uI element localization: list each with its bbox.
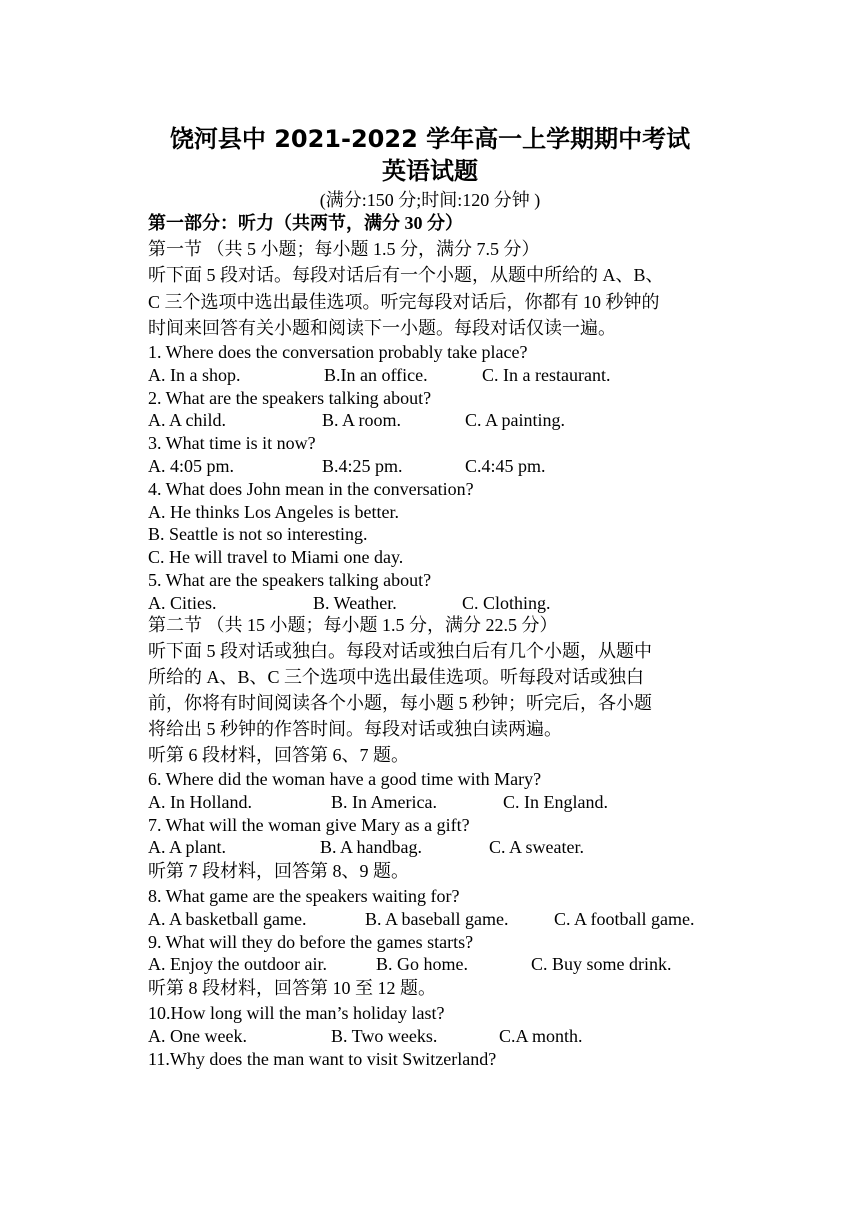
section2-heading: 第二节 （共 15 小题；每小题 1.5 分，满分 22.5 分） [148, 615, 558, 635]
option-b: B. A baseball game. [365, 909, 509, 929]
section2-instruction: 前，你将有时间阅读各个小题，每小题 5 秒钟；听完后，各小题 [148, 693, 652, 713]
option-b: B. A handbag. [320, 837, 422, 857]
question-7: 7. What will the woman give Mary as a gift? [148, 815, 470, 835]
part1-heading: 第一部分：听力（共两节，满分 30 分） [148, 213, 463, 233]
option-c: C. In a restaurant. [482, 365, 611, 385]
option-a: A. In a shop. [148, 365, 241, 385]
section1-instruction: 时间来回答有关小题和阅读下一小题。每段对话仅读一遍。 [148, 318, 616, 338]
option-b: B. A room. [322, 410, 402, 430]
exam-info: (满分:150 分;时间:120 分钟 ) [319, 190, 541, 210]
option-b: B. Two weeks. [331, 1026, 438, 1046]
question-1: 1. Where does the conversation probably take place? [148, 342, 528, 362]
question-3: 3. What time is it now? [148, 433, 316, 453]
option-a: A. A child. [148, 410, 227, 430]
material-7-heading: 听第 7 段材料，回答第 8、9 题。 [148, 861, 409, 881]
material-6-heading: 听第 6 段材料，回答第 6、7 题。 [148, 745, 409, 765]
section1-instruction: 听下面 5 段对话。每段对话后有一个小题，从题中所给的 A、B、 [148, 265, 664, 285]
option-a: A. Cities. [148, 593, 217, 613]
option-c: C. In England. [503, 792, 608, 812]
option-c: C. A sweater. [489, 837, 584, 857]
material-8-heading: 听第 8 段材料，回答第 10 至 12 题。 [148, 978, 436, 998]
option-a: A. Enjoy the outdoor air. [148, 954, 327, 974]
question-2: 2. What are the speakers talking about? [148, 388, 432, 408]
option-c: C. Buy some drink. [531, 954, 672, 974]
section2-instruction: 所给的 A、B、C 三个选项中选出最佳选项。听每段对话或独白 [148, 667, 645, 687]
option-a: A. One week. [148, 1026, 247, 1046]
question-9: 9. What will they do before the games starts? [148, 932, 474, 952]
option-b: B.4:25 pm. [322, 456, 403, 476]
exam-title: 饶河县中 2021-2022 学年高一上学期期中考试 [169, 125, 691, 153]
option-b: B. Go home. [376, 954, 468, 974]
option-b: B. Weather. [313, 593, 397, 613]
section1-instruction: C 三个选项中选出最佳选项。听完每段对话后，你都有 10 秒钟的 [148, 292, 660, 312]
option-c: C. A painting. [465, 410, 566, 430]
question-8: 8. What game are the speakers waiting for? [148, 886, 460, 906]
option-c: C. He will travel to Miami one day. [148, 547, 404, 567]
option-b: B. In America. [331, 792, 437, 812]
option-c: C. A football game. [554, 909, 695, 929]
exam-subtitle: 英语试题 [382, 157, 478, 185]
option-a: A. A plant. [148, 837, 227, 857]
option-c: C. Clothing. [462, 593, 551, 613]
question-4: 4. What does John mean in the conversation? [148, 479, 474, 499]
option-a: A. 4:05 pm. [148, 456, 235, 476]
option-c: C.4:45 pm. [465, 456, 546, 476]
option-a: A. A basketball game. [148, 909, 307, 929]
question-6: 6. Where did the woman have a good time with Mary? [148, 769, 542, 789]
option-c: C.A month. [499, 1026, 583, 1046]
section2-instruction: 听下面 5 段对话或独白。每段对话或独白后有几个小题，从题中 [148, 641, 652, 661]
option-b: B. Seattle is not so interesting. [148, 524, 368, 544]
option-a: A. In Holland. [148, 792, 252, 812]
option-a: A. He thinks Los Angeles is better. [148, 502, 399, 522]
question-11: 11.Why does the man want to visit Switzerland? [148, 1049, 497, 1069]
section1-heading: 第一节 （共 5 小题；每小题 1.5 分，满分 7.5 分） [148, 239, 540, 259]
question-5: 5. What are the speakers talking about? [148, 570, 432, 590]
question-10: 10.How long will the man’s holiday last? [148, 1003, 445, 1023]
section2-instruction: 将给出 5 秒钟的作答时间。每段对话或独白读两遍。 [148, 719, 562, 739]
option-b: B.In an office. [324, 365, 428, 385]
